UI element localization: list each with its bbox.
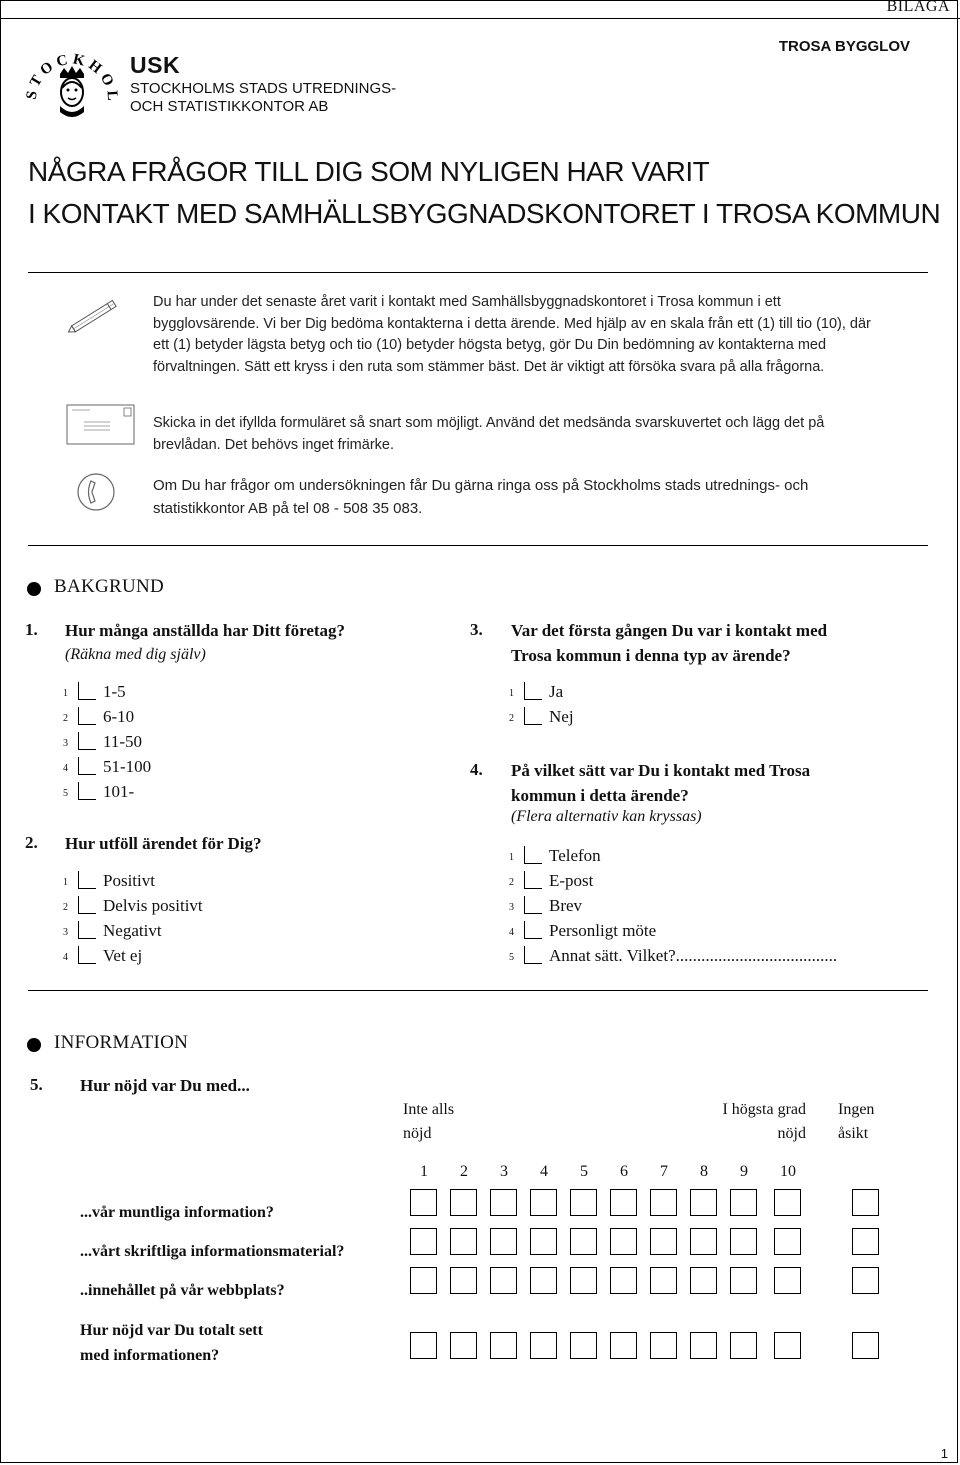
answer-option[interactable]: [63, 707, 263, 729]
return-instructions: Skicka in det ifyllda formuläret så snart som möjligt. Använd det medsända svarskuvertet och lägg det på brevlådan. Det behövs inget frimärke.: [153, 415, 825, 453]
option-code: 3: [63, 738, 68, 749]
option-label: Positivt: [103, 871, 155, 890]
scale-number: 7: [660, 1163, 668, 1180]
answer-option[interactable]: [509, 707, 709, 729]
scale-low-line1: Inte alls: [403, 1101, 455, 1118]
rating-checkbox-row4-5[interactable]: [570, 1332, 597, 1359]
rating-row-label: ...vår muntliga information?: [80, 1204, 274, 1221]
scale-number: 10: [780, 1163, 796, 1180]
scale-low-line2: nöjd: [403, 1125, 432, 1142]
answer-option[interactable]: [63, 757, 263, 779]
rating-checkbox-row3-10[interactable]: [774, 1267, 801, 1294]
option-code: 3: [509, 902, 514, 913]
org-name-line2: OCH STATISTIKKONTOR AB: [130, 98, 329, 115]
option-checkbox[interactable]: [78, 682, 96, 700]
question-text: På vilket sätt var Du i kontakt med Trosa: [511, 761, 811, 780]
option-checkbox[interactable]: [524, 946, 542, 964]
rating-checkbox-row2-9[interactable]: [730, 1228, 757, 1255]
answer-option[interactable]: [509, 871, 929, 893]
scale-number: 2: [460, 1163, 468, 1180]
divider: [28, 272, 928, 273]
rating-checkbox-row3-5[interactable]: [570, 1267, 597, 1294]
rating-checkbox-row2-8[interactable]: [690, 1228, 717, 1255]
rating-row-label-line2: med informationen?: [80, 1347, 220, 1364]
rating-checkbox-row3-7[interactable]: [650, 1267, 677, 1294]
no-opinion-checkbox-row4[interactable]: [852, 1332, 879, 1359]
question-text: Hur många anställda har Ditt företag?: [65, 621, 346, 640]
rating-checkbox-row2-5[interactable]: [570, 1228, 597, 1255]
answer-option[interactable]: [63, 871, 313, 893]
option-checkbox[interactable]: [524, 896, 542, 914]
option-checkbox[interactable]: [78, 732, 96, 750]
option-code: 5: [509, 952, 514, 963]
option-code: 2: [509, 877, 514, 888]
option-checkbox[interactable]: [524, 846, 542, 864]
stockholm-logo: [22, 38, 122, 138]
rating-checkbox-row2-10[interactable]: [774, 1228, 801, 1255]
pencil-icon: [64, 296, 126, 341]
rating-checkbox-row1-1[interactable]: [410, 1189, 437, 1216]
option-code: 3: [63, 927, 68, 938]
divider: [28, 990, 928, 991]
section-title-bakgrund: BAKGRUND: [54, 576, 165, 597]
option-label: Annat sätt. Vilket?......................................: [549, 946, 838, 965]
option-checkbox[interactable]: [78, 757, 96, 775]
usk-abbreviation: USK: [130, 52, 181, 78]
option-label: 6-10: [103, 707, 135, 726]
rating-checkbox-row2-1[interactable]: [410, 1228, 437, 1255]
scale-number: 5: [580, 1163, 588, 1180]
option-label: 101-: [103, 782, 135, 801]
question-number: 2.: [25, 833, 38, 852]
rating-row-label-line1: Hur nöjd var Du totalt sett: [80, 1322, 263, 1339]
rating-checkbox-row2-7[interactable]: [650, 1228, 677, 1255]
answer-option[interactable]: [509, 896, 929, 918]
rating-checkbox-row1-6[interactable]: [610, 1189, 637, 1216]
rating-checkbox-row2-2[interactable]: [450, 1228, 477, 1255]
scale-high-line2: nöjd: [777, 1125, 806, 1142]
rating-checkbox-row4-4[interactable]: [530, 1332, 557, 1359]
rating-checkbox-row3-6[interactable]: [610, 1267, 637, 1294]
no-opinion-checkbox-row1[interactable]: [852, 1189, 879, 1216]
rating-checkbox-row3-9[interactable]: [730, 1267, 757, 1294]
question-text: Hur utföll ärendet för Dig?: [65, 834, 262, 853]
divider: [28, 545, 928, 546]
answer-option[interactable]: [509, 682, 709, 704]
answer-option[interactable]: [509, 921, 929, 943]
rating-checkbox-row4-9[interactable]: [730, 1332, 757, 1359]
option-checkbox[interactable]: [78, 896, 96, 914]
rating-checkbox-row3-1[interactable]: [410, 1267, 437, 1294]
bilaga-label: BILAGA: [886, 0, 950, 15]
rating-checkbox-row4-2[interactable]: [450, 1332, 477, 1359]
scale-high-label: [700, 1098, 806, 1146]
rating-checkbox-row1-5[interactable]: [570, 1189, 597, 1216]
question-hint: (Flera alternativ kan kryssas): [511, 808, 702, 825]
rating-checkbox-row3-8[interactable]: [690, 1267, 717, 1294]
page-title-line1: NÅGRA FRÅGOR TILL DIG SOM NYLIGEN HAR VARIT: [28, 156, 710, 187]
question-number: 1.: [25, 620, 38, 639]
scale-number: 9: [740, 1163, 748, 1180]
option-label: Nej: [549, 707, 574, 726]
scale-low-label: [403, 1098, 454, 1146]
option-code: 4: [63, 952, 68, 963]
page-number: 1: [940, 1446, 948, 1461]
option-label: 51-100: [103, 757, 152, 776]
no-opinion-label: [838, 1098, 874, 1146]
rating-row-label: [80, 1318, 263, 1368]
scale-number: 1: [420, 1163, 428, 1180]
rating-checkbox-row1-10[interactable]: [774, 1189, 801, 1216]
rating-row-label: ...vårt skriftliga informationsmaterial?: [80, 1243, 345, 1260]
rating-checkbox-row2-3[interactable]: [490, 1228, 517, 1255]
logo-text: STOCKHOL: [23, 51, 121, 105]
rating-checkbox-row4-10[interactable]: [774, 1332, 801, 1359]
option-checkbox[interactable]: [78, 707, 96, 725]
rating-checkbox-row1-4[interactable]: [530, 1189, 557, 1216]
rating-checkbox-row3-2[interactable]: [450, 1267, 477, 1294]
envelope-icon: [66, 404, 136, 451]
answer-option[interactable]: [63, 682, 263, 704]
question-number: 4.: [470, 760, 483, 779]
scale-number: 4: [540, 1163, 548, 1180]
option-label: E-post: [549, 871, 594, 890]
scale-number: 3: [500, 1163, 508, 1180]
rating-checkbox-row2-6[interactable]: [610, 1228, 637, 1255]
rating-checkbox-row4-1[interactable]: [410, 1332, 437, 1359]
option-checkbox[interactable]: [78, 782, 96, 800]
option-code: 4: [509, 927, 514, 938]
answer-option[interactable]: [63, 782, 263, 804]
option-code: 2: [63, 713, 68, 724]
intro-paragraph: Du har under det senaste året varit i kontakt med Samhällsbyggnadskontoret i Trosa kommun i ett bygglovsärende. Vi ber Dig bedöma kontakterna i detta ärende. Med hjälp av en skala från ett (1) till tio (10), där ett (1) betyder lägsta betyg och tio (10) betyder högsta betyg, gör Du Din bedömning av kontakterna med förvaltningen. Sätt ett kryss i den ruta som stämmer bäst. Det är viktigt att försöka svara på alla frågorna.: [153, 294, 871, 375]
option-label: Ja: [549, 682, 564, 701]
question-text: Trosa kommun i denna typ av ärende?: [511, 646, 791, 665]
rating-row-label: ..innehållet på vår webbplats?: [80, 1282, 285, 1299]
section-title-information: INFORMATION: [54, 1032, 189, 1053]
top-rule: [0, 18, 960, 19]
rating-checkbox-row1-2[interactable]: [450, 1189, 477, 1216]
option-checkbox[interactable]: [524, 871, 542, 889]
option-checkbox[interactable]: [78, 946, 96, 964]
rating-checkbox-row1-3[interactable]: [490, 1189, 517, 1216]
option-label: Delvis positivt: [103, 896, 203, 915]
question-hint: (Räkna med dig själv): [65, 646, 206, 663]
contact-info: Om Du har frågor om undersökningen får Du gärna ringa oss på Stockholms stads utrednings- och statistikkontor AB på tel 08 - 508 35 083.: [153, 477, 809, 517]
rating-checkbox-row4-8[interactable]: [690, 1332, 717, 1359]
rating-checkbox-row1-8[interactable]: [690, 1189, 717, 1216]
phone-icon: [76, 470, 116, 519]
rating-checkbox-row1-7[interactable]: [650, 1189, 677, 1216]
no-opinion-checkbox-row3[interactable]: [852, 1267, 879, 1294]
option-checkbox[interactable]: [78, 871, 96, 889]
rating-checkbox-row4-6[interactable]: [610, 1332, 637, 1359]
rating-checkbox-row2-4[interactable]: [530, 1228, 557, 1255]
option-code: 2: [63, 902, 68, 913]
no-opinion-line1: Ingen: [838, 1101, 875, 1118]
option-checkbox[interactable]: [524, 707, 542, 725]
option-checkbox[interactable]: [524, 682, 542, 700]
answer-option[interactable]: [63, 896, 313, 918]
option-code: 1: [63, 688, 68, 699]
option-label: Vet ej: [103, 946, 143, 965]
option-code: 1: [509, 688, 514, 699]
answer-option[interactable]: [63, 946, 313, 968]
question-number: 3.: [470, 620, 483, 639]
option-label: 1-5: [103, 682, 126, 701]
rating-checkbox-row4-3[interactable]: [490, 1332, 517, 1359]
org-name-line1: STOCKHOLMS STADS UTREDNINGS-: [130, 80, 397, 97]
answer-option[interactable]: [63, 921, 313, 943]
page-title-line2: I KONTAKT MED SAMHÄLLSBYGGNADSKONTORET I TROSA KOMMUN: [28, 198, 941, 229]
question-text: Hur nöjd var Du med...: [80, 1076, 250, 1095]
rating-checkbox-row3-3[interactable]: [490, 1267, 517, 1294]
section-bullet: [27, 582, 41, 596]
option-label: 11-50: [103, 732, 143, 751]
question-number: 5.: [30, 1075, 43, 1094]
scale-number: 6: [620, 1163, 628, 1180]
rating-checkbox-row3-4[interactable]: [530, 1267, 557, 1294]
option-checkbox[interactable]: [524, 921, 542, 939]
answer-option[interactable]: [509, 946, 929, 968]
rating-checkbox-row4-7[interactable]: [650, 1332, 677, 1359]
option-label: Brev: [549, 896, 583, 915]
survey-tag: TROSA BYGGLOV: [778, 38, 910, 55]
option-checkbox[interactable]: [78, 921, 96, 939]
option-label: Personligt möte: [549, 921, 657, 940]
option-label: Telefon: [549, 846, 601, 865]
no-opinion-checkbox-row2[interactable]: [852, 1228, 879, 1255]
no-opinion-line2: åsikt: [838, 1125, 869, 1142]
answer-option[interactable]: [63, 732, 263, 754]
option-code: 5: [63, 788, 68, 799]
option-code: 1: [63, 877, 68, 888]
option-code: 1: [509, 852, 514, 863]
question-text: kommun i detta ärende?: [511, 786, 689, 805]
section-bullet: [27, 1038, 41, 1052]
scale-high-line1: I högsta grad: [722, 1101, 806, 1118]
question-text: Var det första gången Du var i kontakt med: [511, 621, 828, 640]
option-label: Negativt: [103, 921, 162, 940]
option-code: 2: [509, 713, 514, 724]
rating-checkbox-row1-9[interactable]: [730, 1189, 757, 1216]
option-code: 4: [63, 763, 68, 774]
scale-number: 8: [700, 1163, 708, 1180]
answer-option[interactable]: [509, 846, 929, 868]
